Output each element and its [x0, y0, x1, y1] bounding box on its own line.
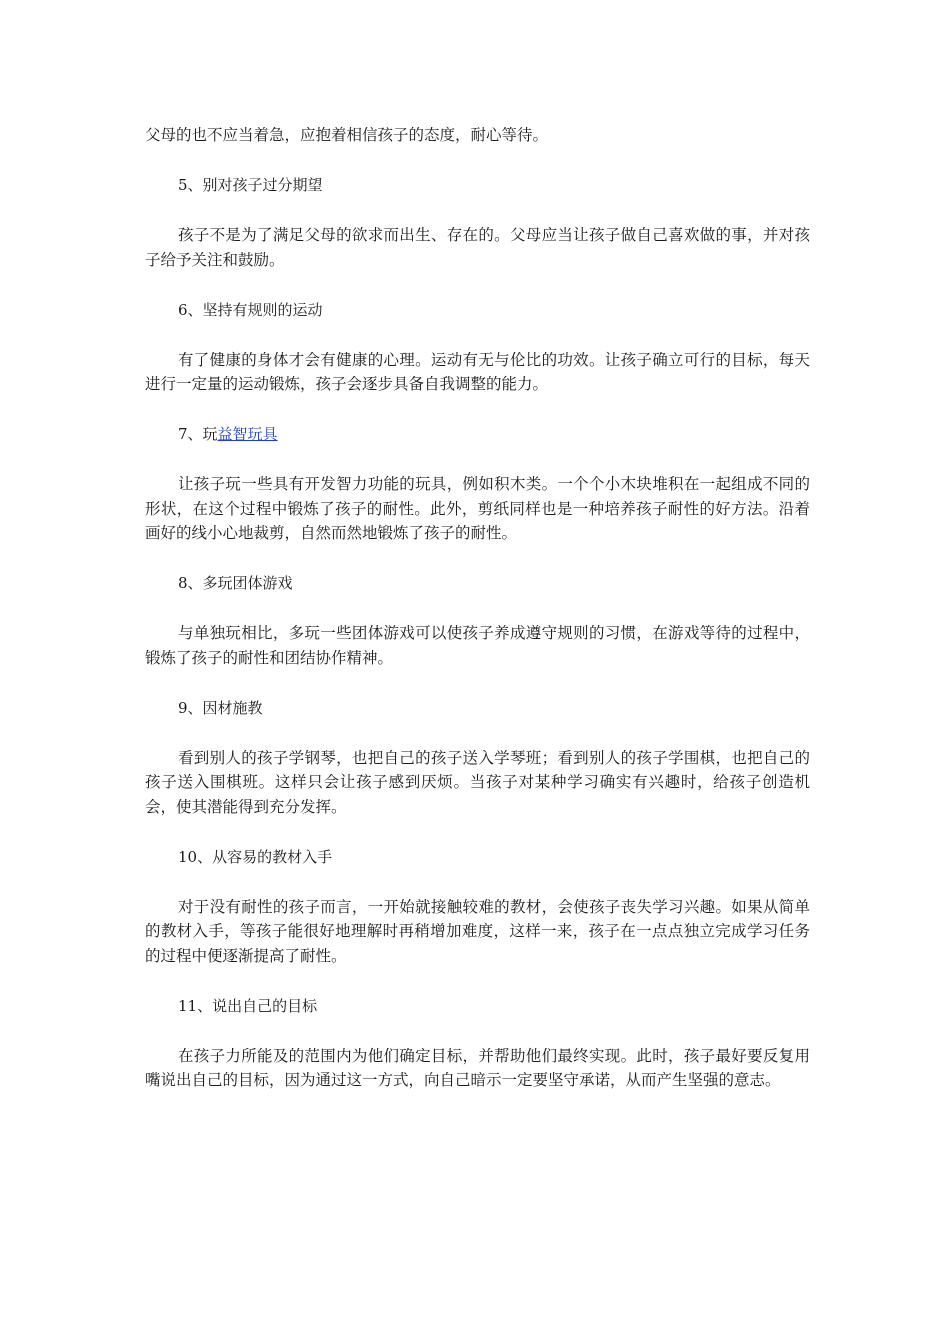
intro-paragraph: 父母的也不应当着急，应抱着相信孩子的态度，耐心等待。: [145, 126, 549, 144]
section-paragraph-11: 在孩子力所能及的范围内为他们确定目标，并帮助他们最终实现。此时，孩子最好要反复用嘴说出自己的目标，因为通过这一方式，向自己暗示一定要坚守承诺，从而产生坚强的意志。: [145, 1046, 810, 1089]
section-heading-5: 5、别对孩子过分期望: [178, 176, 323, 194]
section-heading-8: 8、多玩团体游戏: [178, 574, 293, 592]
section-paragraph-5: 孩子不是为了满足父母的欲求而出生、存在的。父母应当让孩子做自己喜欢做的事，并对孩子给予关注和鼓励。: [145, 226, 810, 269]
section-paragraph-10: 对于没有耐性的孩子而言，一开始就接触较难的教材，会使孩子丧失学习兴趣。如果从简单的教材入手，等孩子能很好地理解时再稍增加难度，这样一来，孩子在一点点独立完成学习任务的过程中便逐渐提高了耐性。: [145, 897, 810, 965]
section-heading-11: 11、说出自己的目标: [178, 996, 318, 1015]
educational-toys-link[interactable]: 益智玩具: [217, 425, 278, 443]
section-heading-10: 10、从容易的教材入手: [178, 847, 333, 866]
section-paragraph-7: 让孩子玩一些具有开发智力功能的玩具，例如积木类。一个个小木块堆积在一起组成不同的形状，在这个过程中锻炼了孩子的耐性。此外，剪纸同样也是一种培养孩子耐性的好方法。沿着画好的线小心地裁剪，自然而然地锻炼了孩子的耐性。: [145, 475, 810, 542]
section-heading-9: 9、因材施教: [178, 698, 263, 717]
section-heading-7-prefix: 7、玩: [178, 425, 218, 443]
section-paragraph-8: 与单独玩相比，多玩一些团体游戏可以使孩子养成遵守规则的习惯，在游戏等待的过程中，锻炼了孩子的耐性和团结协作精神。: [145, 624, 810, 667]
document-page: [145, 123, 810, 1093]
section-heading-6: 6、坚持有规则的运动: [178, 300, 323, 319]
section-paragraph-6: 有了健康的身体才会有健康的心理。运动有无与伦比的功效。让孩子确立可行的目标，每天进行一定量的运动锻炼，孩子会逐步具备自我调整的能力。: [145, 350, 810, 393]
section-heading-7: [145, 422, 810, 447]
section-paragraph-9: 看到别人的孩子学钢琴，也把自己的孩子送入学琴班；看到别人的孩子学围棋，也把自己的孩子送入围棋班。这样只会让孩子感到厌烦。当孩子对某种学习确实有兴趣时，给孩子创造机会，使其潜能得到充分发挥。: [145, 748, 810, 816]
